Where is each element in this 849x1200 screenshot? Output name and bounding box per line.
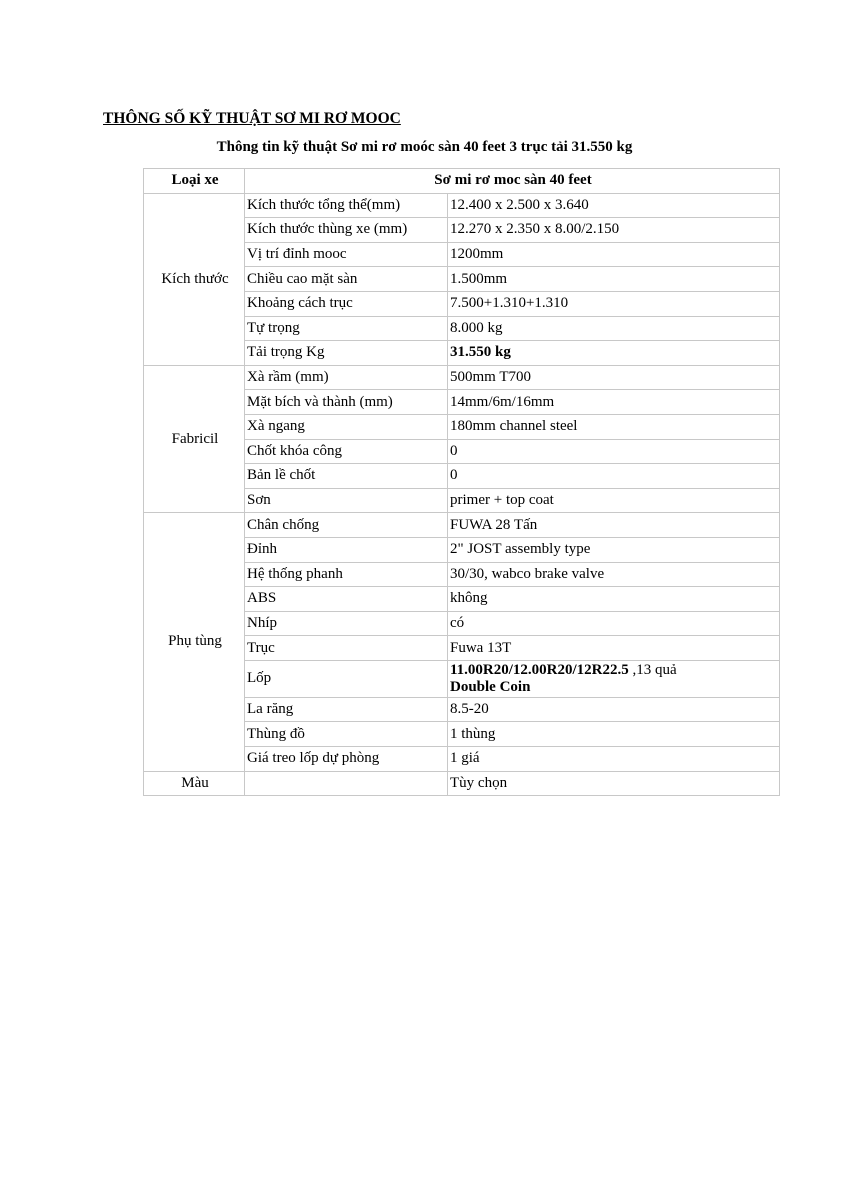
header-vehicle-name: Sơ mi rơ moc sàn 40 feet bbox=[245, 169, 780, 194]
tire-brand: Double Coin bbox=[450, 678, 531, 695]
spec-value: 0 bbox=[448, 464, 780, 489]
table-header-row bbox=[144, 169, 780, 194]
table-row bbox=[144, 193, 780, 218]
spec-value: 1 giá bbox=[448, 747, 780, 772]
spec-value-tires bbox=[448, 660, 780, 697]
spec-value: 7.500+1.310+1.310 bbox=[448, 291, 780, 316]
spec-value: 8.5-20 bbox=[448, 697, 780, 722]
tire-quantity: ,13 quả bbox=[628, 661, 677, 678]
spec-label: Nhíp bbox=[245, 611, 448, 636]
spec-value: 500mm T700 bbox=[448, 365, 780, 390]
spec-value: 12.400 x 2.500 x 3.640 bbox=[448, 193, 780, 218]
group-label-fabricil: Fabricil bbox=[144, 365, 245, 513]
spec-label: Mặt bích và thành (mm) bbox=[245, 390, 448, 415]
spec-value: 8.000 kg bbox=[448, 316, 780, 341]
spec-value: FUWA 28 Tấn bbox=[448, 513, 780, 538]
group-label-dimensions: Kích thước bbox=[144, 193, 245, 365]
tire-sizes: 11.00R20/12.00R20/12R22.5 bbox=[450, 661, 629, 678]
spec-label: Chân chống bbox=[245, 513, 448, 538]
spec-value: 30/30, wabco brake valve bbox=[448, 562, 780, 587]
spec-label: Kích thước thùng xe (mm) bbox=[245, 218, 448, 243]
spec-label: Vị trí đỉnh mooc bbox=[245, 242, 448, 267]
table-row bbox=[144, 513, 780, 538]
spec-label: Trục bbox=[245, 636, 448, 661]
spec-value: 12.270 x 2.350 x 8.00/2.150 bbox=[448, 218, 780, 243]
spec-value: 2" JOST assembly type bbox=[448, 537, 780, 562]
spec-value: 1.500mm bbox=[448, 267, 780, 292]
spec-label: Xà rầm (mm) bbox=[245, 365, 448, 390]
spec-label: Hệ thống phanh bbox=[245, 562, 448, 587]
spec-label: Khoảng cách trục bbox=[245, 291, 448, 316]
spec-value: primer + top coat bbox=[448, 488, 780, 513]
spec-label: Chốt khóa công bbox=[245, 439, 448, 464]
table-row bbox=[144, 365, 780, 390]
spec-label: ABS bbox=[245, 587, 448, 612]
spec-label: Giá treo lốp dự phòng bbox=[245, 747, 448, 772]
group-label-color: Màu bbox=[144, 771, 245, 796]
spec-value: Tùy chọn bbox=[448, 771, 780, 796]
spec-value: Fuwa 13T bbox=[448, 636, 780, 661]
document-subtitle: Thông tin kỹ thuật Sơ mi rơ moóc sàn 40 feet 3 trục tải 31.550 kg bbox=[216, 139, 633, 155]
spec-value: 14mm/6m/16mm bbox=[448, 390, 780, 415]
spec-value: 1200mm bbox=[448, 242, 780, 267]
spec-value: 1 thùng bbox=[448, 722, 780, 747]
spec-value-payload: 31.550 kg bbox=[448, 341, 780, 366]
document-title: THÔNG SỐ KỸ THUẬT SƠ MI RƠ MOOC bbox=[103, 110, 401, 127]
spec-value: 0 bbox=[448, 439, 780, 464]
spec-label: Thùng đồ bbox=[245, 722, 448, 747]
spec-label: Tự trọng bbox=[245, 316, 448, 341]
spec-table bbox=[143, 168, 780, 796]
spec-value: 180mm channel steel bbox=[448, 414, 780, 439]
spec-value: không bbox=[448, 587, 780, 612]
spec-label: Kích thước tổng thể(mm) bbox=[245, 193, 448, 218]
header-vehicle-type: Loại xe bbox=[144, 169, 245, 194]
spec-label: Đỉnh bbox=[245, 537, 448, 562]
spec-label: La răng bbox=[245, 697, 448, 722]
spec-label: Lốp bbox=[245, 660, 448, 697]
spec-value: có bbox=[448, 611, 780, 636]
spec-label bbox=[245, 771, 448, 796]
spec-label: Bản lề chốt bbox=[245, 464, 448, 489]
spec-label: Tải trọng Kg bbox=[245, 341, 448, 366]
spec-label: Sơn bbox=[245, 488, 448, 513]
spec-label: Chiều cao mặt sàn bbox=[245, 267, 448, 292]
table-row bbox=[144, 771, 780, 796]
spec-label: Xà ngang bbox=[245, 414, 448, 439]
group-label-parts: Phụ tùng bbox=[144, 513, 245, 771]
